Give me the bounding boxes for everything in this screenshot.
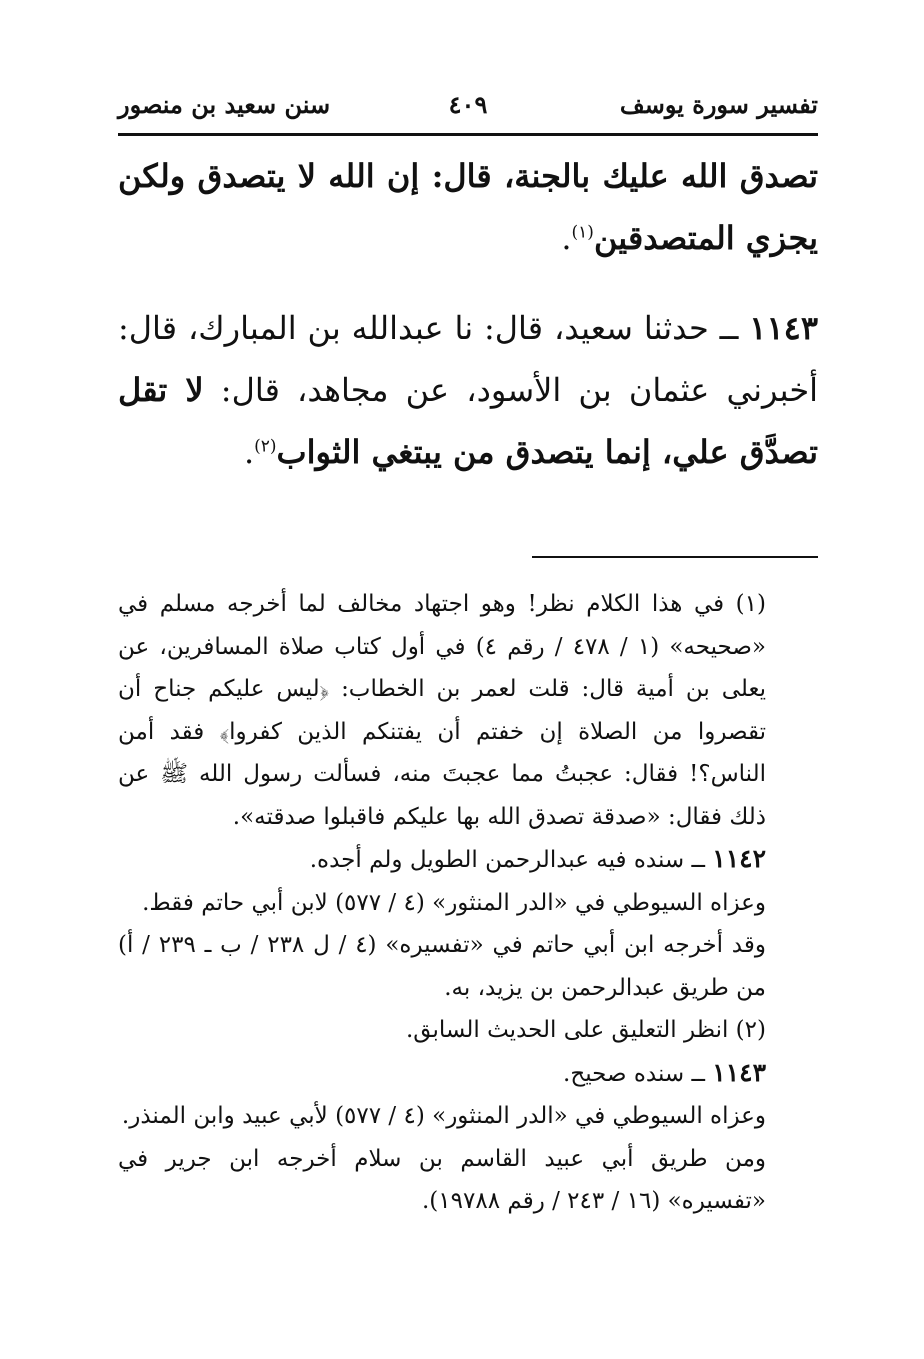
note-1143 bbox=[118, 1052, 818, 1096]
header-divider bbox=[118, 133, 818, 136]
note-1142 bbox=[118, 838, 818, 882]
paragraph-continuation bbox=[118, 145, 818, 269]
continuation-text: تصدق الله عليك بالجنة، قال: إن الله لا يتصدق ولكن يجزي المتصدقين bbox=[118, 157, 818, 257]
page-number: ٤٠٩ bbox=[448, 90, 488, 119]
note-1143-text: ــ سنده صحيح. bbox=[563, 1060, 713, 1087]
continuation-end: . bbox=[561, 219, 572, 257]
hadith-text: لا تقل تصدَّق علي، إنما يتصدق من يبتغي الثواب bbox=[118, 371, 818, 471]
main-text bbox=[118, 145, 818, 483]
footnote-divider bbox=[532, 556, 818, 558]
footnotes bbox=[118, 583, 818, 1223]
page-header bbox=[118, 78, 818, 128]
note-1143-number: ١١٤٣ bbox=[712, 1057, 766, 1087]
chapter-title: تفسير سورة يوسف bbox=[619, 90, 818, 119]
book-title: سنن سعيد بن منصور bbox=[118, 90, 331, 119]
note-1142-number: ١١٤٢ bbox=[712, 844, 766, 873]
note-1143-line2: وعزاه السيوطي في «الدر المنثور» (٤ / ٥٧٧) لأبي عبيد وابن المنذر. bbox=[121, 1103, 766, 1129]
footnote-ref-2: (٢) bbox=[254, 436, 277, 457]
note-1142-line3: وقد أخرجه ابن أبي حاتم في «تفسيره» (٤ / ل ٢٣٨ / ب ـ ٢٣٩ / أ) من طريق عبدالرحمن بن يزيد، به. bbox=[118, 932, 766, 1001]
hadith-end: . bbox=[243, 433, 255, 471]
note-1142-line2: وعزاه السيوطي في «الدر المنثور» (٤ / ٥٧٧) لابن أبي حاتم فقط. bbox=[142, 889, 766, 916]
note-1143-line3: ومن طريق أبي عبيد القاسم بن سلام أخرجه ابن جرير في «تفسيره» (١٦ / ٢٤٣ / رقم ١٩٧٨٨). bbox=[118, 1145, 766, 1214]
hadith-chain: ــ حدثنا سعيد، قال: نا عبدالله بن المبارك، قال: أخبرني عثمان بن الأسود، عن مجاهد، قال: bbox=[118, 309, 819, 409]
footnote-ref-1: (١) bbox=[571, 222, 594, 243]
note-1142-text: ــ سنده فيه عبدالرحمن الطويل ولم أجده. bbox=[309, 847, 713, 873]
hadith-number: ١١٤٣ bbox=[749, 309, 818, 347]
footnote-1: (١) في هذا الكلام نظر! وهو اجتهاد مخالف لما أخرجه مسلم في «صحيحه» (١ / ٤٧٨ / رقم ٤) في أول كتاب صلاة المسافرين، عن يعلى بن أمية قال: قلت لعمر بن الخطاب: ﴿ليس عليكم جناح أن تقصروا من الصلاة إن خفتم أن يفتنكم الذين كفروا﴾ فقد أمن الناس؟! فقال: عجبتُ مما عجبتَ منه، فسألت رسول الله ﷺ عن ذلك فقال: «صدقة تصدق الله بها عليكم فاقبلوا صدقته». bbox=[118, 591, 766, 830]
hadith-1143 bbox=[118, 297, 818, 483]
footnote-2: (٢) انظر التعليق على الحديث السابق. bbox=[405, 1017, 766, 1043]
